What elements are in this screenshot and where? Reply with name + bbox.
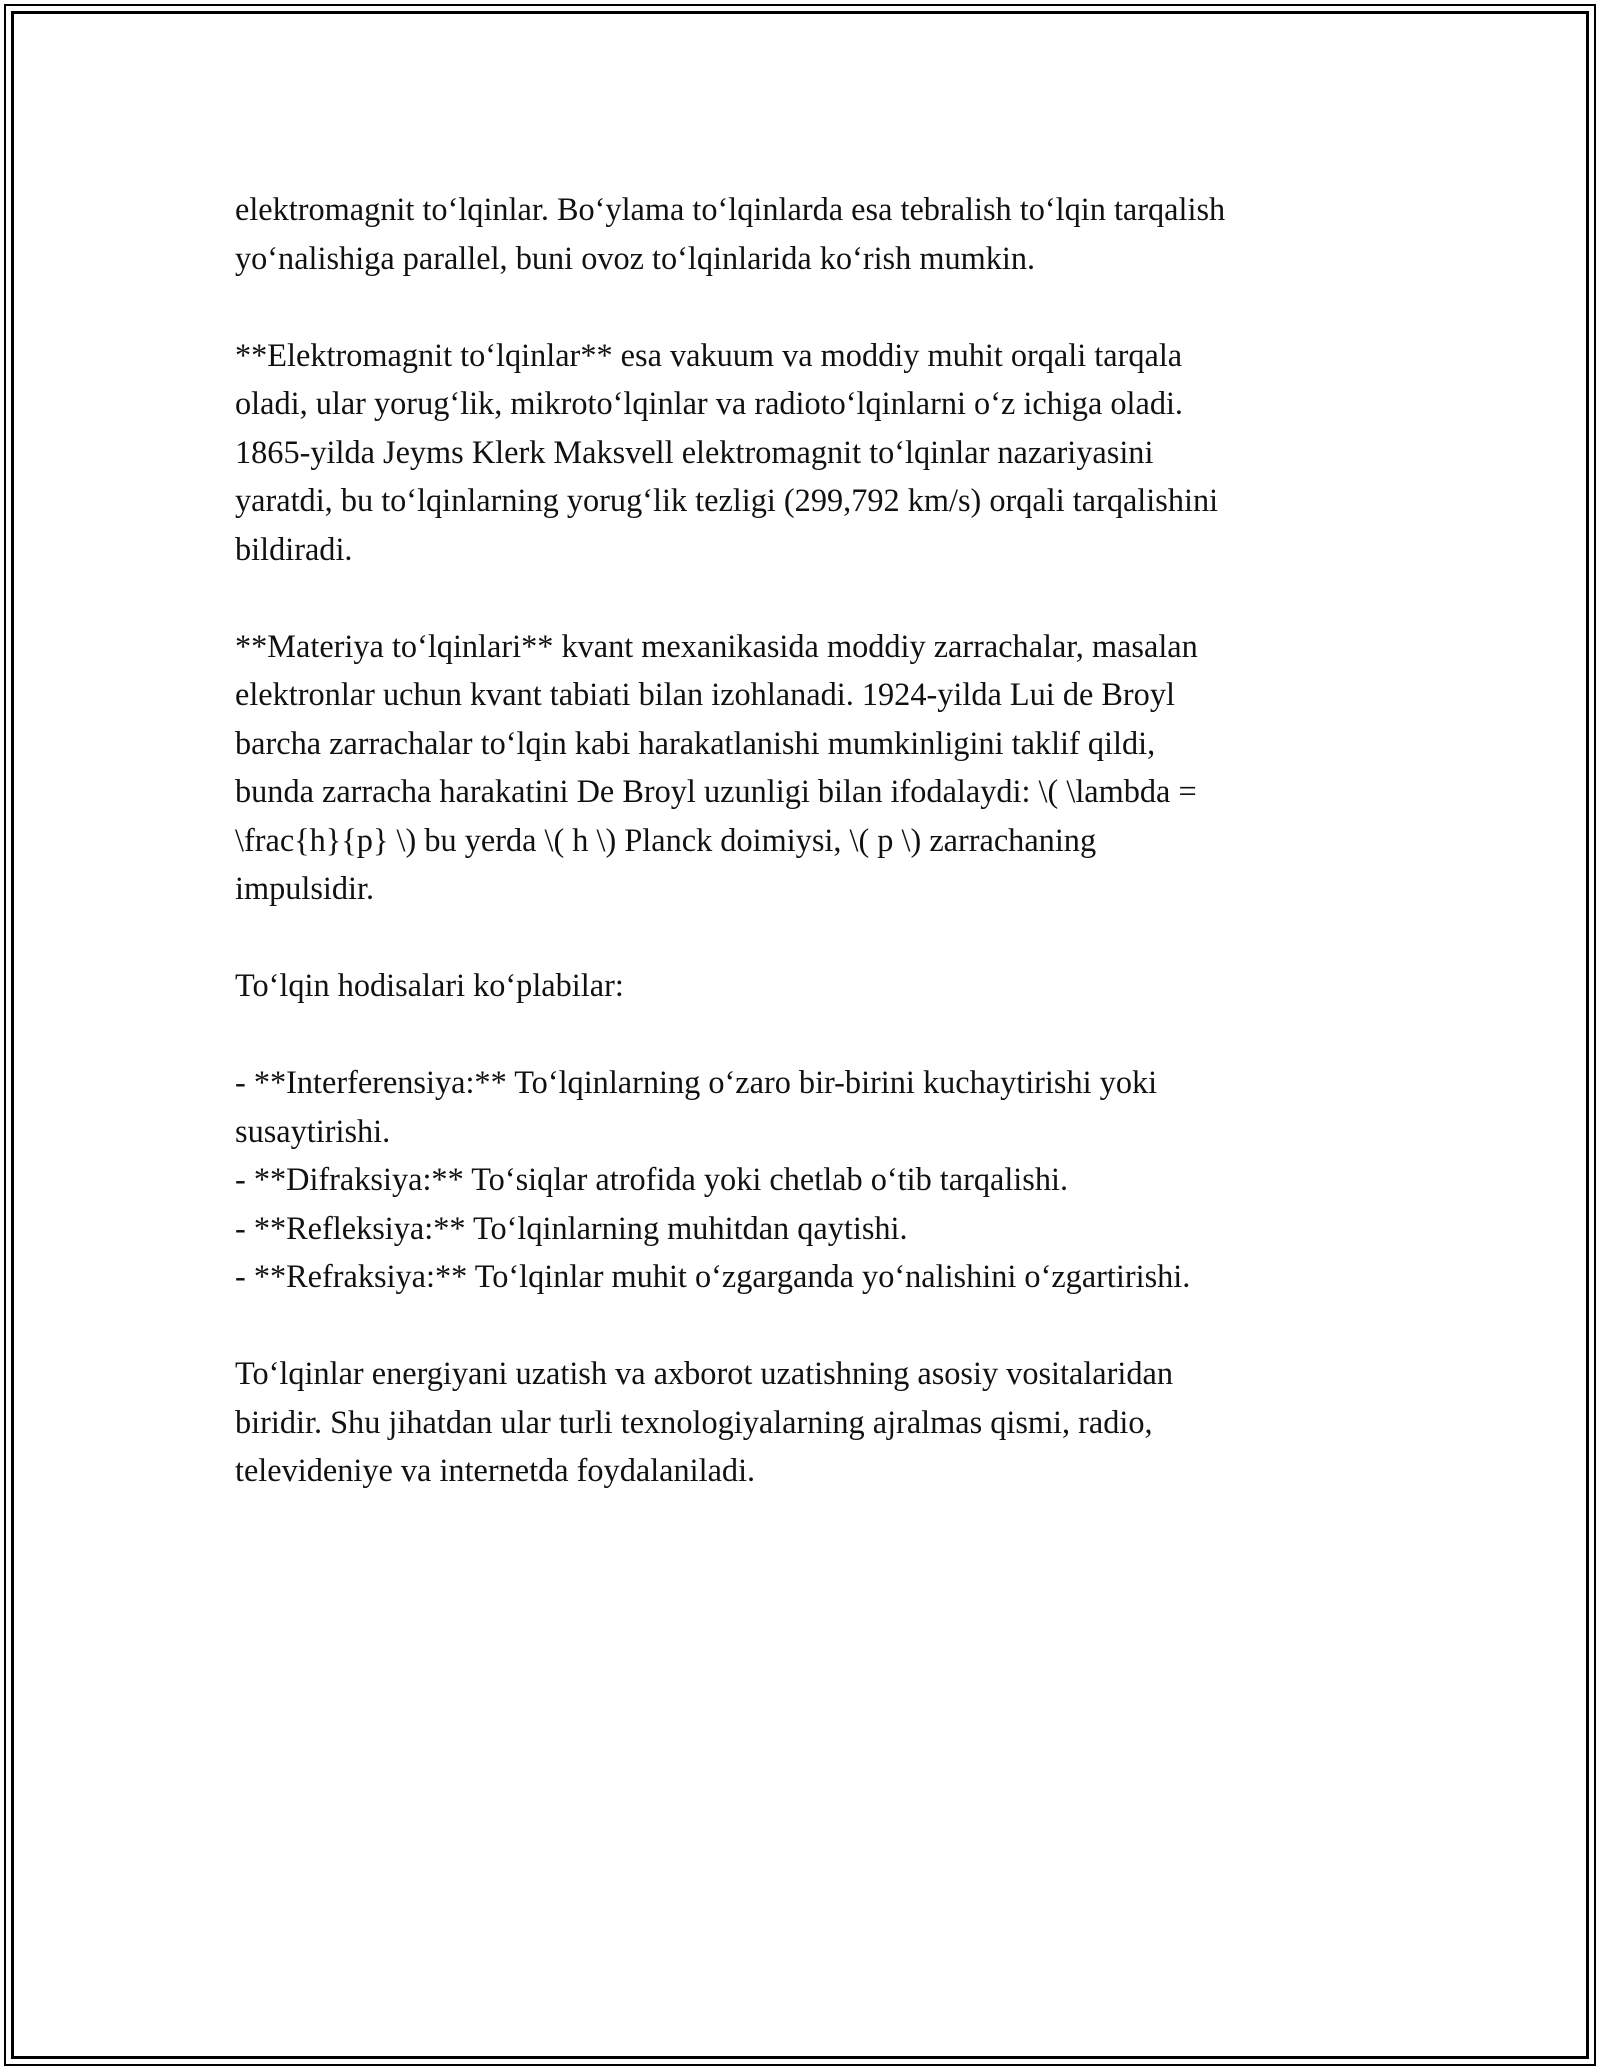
list-item-interference: - **Interferensiya:** To‘lqinlarning o‘zaro bir-birini kuchaytirishi yoki susaytirishi.: [235, 1064, 1158, 1149]
paragraph-electromagnetic-waves: **Elektromagnit to‘lqinlar** esa vakuum va moddiy muhit orqali tarqala oladi, ular yorug‘lik, mikroto‘lqinlar va radioto‘lqinlarni o‘z ichiga oladi. 1865-yilda Jeyms Klerk Maksvell elektromagnit to‘lqinlar nazariyasini yaratdi, bu to‘lqinlarning yorug‘lik tezligi (299,792 km/s) orqali tarqalishini bildiradi.: [235, 336, 1219, 567]
paragraph-conclusion: To‘lqinlar energiyani uzatish va axborot uzatishning asosiy vositalaridan biridir. Shu jihatdan ular turli texnologiyalarning ajralmas qismi, radio, televideniye va internetda foydalaniladi.: [235, 1355, 1173, 1488]
paragraph-matter-waves: **Materiya to‘lqinlari** kvant mexanikasida moddiy zarrachalar, masalan elektronlar uchun kvant tabiati bilan izohlanadi. 1924-yilda Lui de Broyl barcha zarrachalar to‘lqin kabi harakatlanishi mumkinligini taklif qildi, bunda zarracha harakatini De Broyl uzunligi bilan ifodalaydi: \( \lambda = \frac{h}{p} \) bu yerda \( h \) Planck doimiysi, \( p \) zarrachaning impulsidir.: [235, 627, 1198, 906]
document-body: [235, 185, 1385, 1543]
list-item-reflection: - **Refleksiya:** To‘lqinlarning muhitdan qaytishi.: [235, 1209, 908, 1246]
wave-phenomena-list: [235, 1058, 1385, 1301]
list-item-diffraction: - **Difraksiya:** To‘siqlar atrofida yoki chetlab o‘tib tarqalishi.: [235, 1161, 1069, 1197]
list-item-refraction: - **Refraksiya:** To‘lqinlar muhit o‘zgarganda yo‘nalishini o‘zgartirishi.: [235, 1258, 1191, 1294]
paragraph-wave-types: elektromagnit to‘lqinlar. Bo‘ylama to‘lqinlarda esa tebralish to‘lqin tarqalish yo‘nalishiga parallel, buni ovoz to‘lqinlarida ko‘rish mumkin.: [235, 191, 1226, 276]
paragraph-wave-phenomena-intro: To‘lqin hodisalari ko‘plabilar:: [235, 967, 624, 1003]
